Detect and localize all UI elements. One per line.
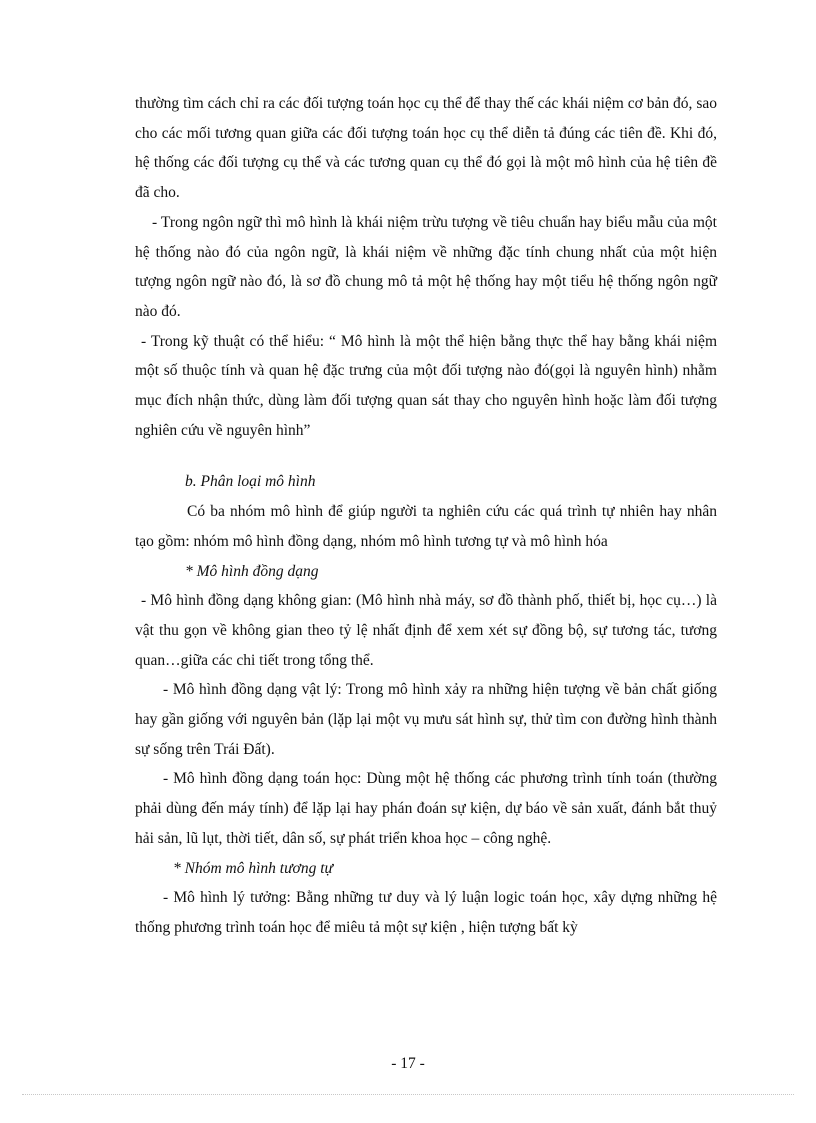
paragraph-technical-model: - Trong kỹ thuật có thể hiểu: “ Mô hình là một thể hiện bằng thực thể hay bằng khái niệm một số thuộc tính và quan hệ đặc trưng của một đối tượng nào đó(gọi là nguyên hình) nhằm mục đích nhận thức, dùng làm đối tượng quan sát thay cho nguyên hình hoặc làm đối tượng nghiên cứu về nguyên hình”	[135, 332, 717, 439]
subheading-similar-models: * Mô hình đồng dạng	[185, 562, 319, 580]
page-number: - 17 -	[391, 1055, 425, 1072]
body-text	[135, 89, 717, 943]
paragraph-math-model: - Mô hình đồng dạng toán học: Dùng một hệ thống các phương trình tính toán (thường phải dùng đến máy tính) để lặp lại hay phán đoán sự kiện, dự báo về sản xuất, đánh bắt thuỷ hải sản, lũ lụt, thời tiết, dân số, sự phát triển khoa học – công nghệ.	[135, 770, 717, 847]
paragraph-spatial-model: - Mô hình đồng dạng không gian: (Mô hình nhà máy, sơ đồ thành phố, thiết bị, học cụ…) là vật thu gọn về không gian theo tỷ lệ nhất định để xem xét sự đồng bộ, sự tương tác, tương quan…giữa các chi tiết trong tổng thể.	[135, 592, 717, 669]
paragraph-model-groups: Có ba nhóm mô hình để giúp người ta nghiên cứu các quá trình tự nhiên hay nhân tạo gồm: nhóm mô hình đồng dạng, nhóm mô hình tương tự và mô hình hóa	[135, 503, 717, 550]
page-bottom-divider	[22, 1094, 794, 1095]
paragraph-language-model: - Trong ngôn ngữ thì mô hình là khái niệm trừu tượng về tiêu chuẩn hay biểu mẫu của một hệ thống nào đó của ngôn ngữ, là khái niệm về những đặc tính chung nhất của một hiện tượng ngôn ngữ nào đó, là sơ đồ chung mô tả một hệ thống hay một tiểu hệ thống ngôn ngữ nào đó.	[135, 213, 717, 320]
section-heading-b: b. Phân loại mô hình	[185, 473, 316, 491]
subheading-analog-models: * Nhóm mô hình tương tự	[173, 859, 333, 877]
paragraph-physical-model: - Mô hình đồng dạng vật lý: Trong mô hình xảy ra những hiện tượng về bản chất giống hay gần giống với nguyên bản (lặp lại một vụ mưu sát hình sự, thử tìm con đường hình thành sự sống trên Trái Đất).	[135, 681, 717, 758]
paragraph-ideal-model: - Mô hình lý tưởng: Bằng những tư duy và lý luận logic toán học, xây dựng những hệ thống phương trình toán học để miêu tả một sự kiện , hiện tượng bất kỳ	[135, 889, 717, 936]
paragraph-axiom-model: thường tìm cách chỉ ra các đối tượng toán học cụ thể để thay thế các khái niệm cơ bản đó, sao cho các mối tương quan giữa các đối tượng toán học cụ thể diễn tả đúng các tiên đề. Khi đó, hệ thống các đối tượng cụ thể và các tương quan cụ thể đó gọi là một mô hình của hệ tiên đề đã cho.	[135, 95, 717, 202]
spacer	[135, 445, 717, 467]
